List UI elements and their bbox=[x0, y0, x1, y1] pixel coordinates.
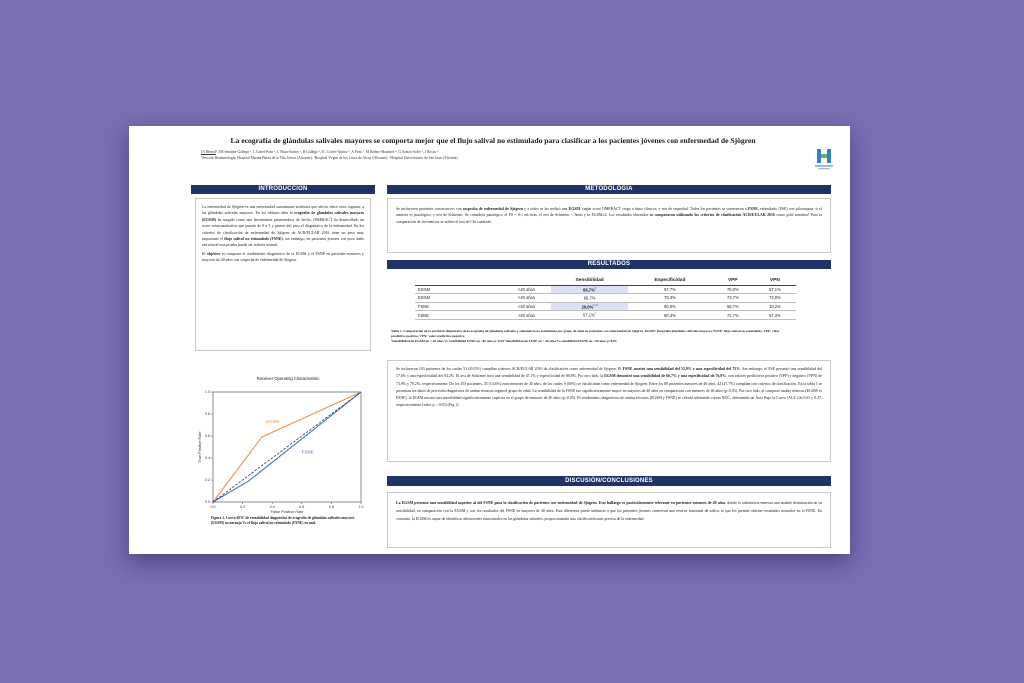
x-axis-label: False Positive Rate bbox=[270, 510, 304, 514]
spec-cell: 80,4% bbox=[628, 311, 712, 320]
sens-cell: 66,7%$^1$ bbox=[551, 285, 628, 294]
vpn-cell: 33,2% bbox=[754, 302, 796, 311]
test-cell: FSNE bbox=[415, 311, 515, 320]
test-cell: EGSM bbox=[415, 285, 515, 294]
roc-line-chance bbox=[213, 392, 361, 502]
table-header-row bbox=[415, 277, 796, 285]
vpn-cell: 67,3% bbox=[754, 311, 796, 320]
x-tick-label: 1.0 bbox=[358, 505, 364, 509]
table-row bbox=[415, 285, 796, 294]
sens-cell: 57,1%$^2$ bbox=[551, 311, 628, 320]
series-label-egsm: EGSM bbox=[266, 418, 280, 424]
results-table bbox=[415, 277, 796, 320]
table-notes: ¹Sensibilidad de EGSM en < 40 años Vs sensibilidad FSNE en <40 años p<0,05 ²Sensibilidad de FSNE en < 40 años Vs sensibilidad FSNE en >40 años p<0,05 bbox=[391, 339, 617, 344]
vpn-cell: 72,0% bbox=[754, 294, 796, 303]
table-row bbox=[415, 311, 796, 320]
table-row bbox=[415, 294, 796, 303]
x-tick-label: 0.4 bbox=[269, 505, 275, 509]
results-text: Se incluyeron 103 pacientes de los cuales 51 (49,5%) cumplían criterios ACR/EULAR 2016 de clasificación como enfermedad de Sjögren. El FSNE mostró una sensibilidad del 52,9% y una especificidad del 75%. Sin embargo, el FSE presentó una sensibilidad del 17,6% y una especificidad del 94,2%. El test de Schirmer tuvo una sensibilidad de 47,1% y especificidad de 80,8%. Por otro lado, la EGSM demostró una sensibilidad de 66,7% y una especificidad de 76,9%, con valores predictivos positivo (VPP) y negativo (VPN) de 73,9% y 70,2%, respectivamente. De los 103 pacientes, 35 (14,6%) eran menores de 40 años, de los cuales 9 (60%) se clasificaban como enfermedad de Sjögren. Entre los 88 pacientes mayores de 40 años, 42 (47,7%) cumplían con criterios de clasificación. En la tabla 1 se presentan los datos de precisión diagnóstica de ambas técnicas según el grupo de edad. La sensibilidad de la FSNE fue significativamente mayor en mayores de 40 años en comparación con menores de 40 años (p<0,05). Por otro lado, al comparar ambas técnicas (EGSM vs FSNF), la EGSM mostró una sensibilidad significativamente superior en el grupo de menores de 40 años (p<0,05). El rendimiento diagnóstico de ambas técnicas (EGSM y FSNE) se calculó utilizando curvas ROC, obteniendo un Área Bajo la Curva (AUC) de 0.63 y 0.47, respectivamente (valor p < 0.05) (Fig.1). bbox=[396, 367, 822, 408]
methods-heading: METODOLOGÍA bbox=[387, 185, 831, 194]
col-header bbox=[515, 277, 551, 285]
test-cell: EGSM bbox=[415, 294, 515, 303]
vpn-cell: 57,1% bbox=[754, 285, 796, 294]
age-cell: <40 años bbox=[515, 285, 551, 294]
vpp-cell: 66,7% bbox=[712, 302, 754, 311]
x-tick-label: 0.2 bbox=[240, 505, 246, 509]
spec-cell: 80,0% bbox=[628, 302, 712, 311]
age-cell: <40 años bbox=[515, 302, 551, 311]
col-header-especificidad: Especificidad bbox=[628, 277, 712, 285]
authors bbox=[201, 150, 761, 161]
y-tick-label: 0.6 bbox=[205, 434, 210, 439]
test-cell: FSNE bbox=[415, 302, 515, 311]
roc-title: Receiver Operating Characteristic bbox=[256, 376, 320, 381]
author-list: ¹, JM Senabre-Gallego ¹, L Canet-Pons ¹, C Raya-Santos ¹, R Gallego ¹, JC Cortés-Quiroz ², A Pons ³, M Ibáñez-Martínez ⁴, G Santos-Soler ¹, J Rosas ¹ bbox=[215, 150, 438, 154]
table-row bbox=[415, 302, 796, 311]
age-cell: >40 años bbox=[515, 294, 551, 303]
intro-box bbox=[195, 198, 371, 351]
spec-cell: 67,7% bbox=[628, 285, 712, 294]
poster-title: La ecografía de glándulas salivales mayores se comporta mejor que el flujo salival no estimulado para clasificar a los pacientes jóvenes con enfermedad de Sjögren bbox=[230, 136, 756, 145]
series-label-fsne: FSNE bbox=[301, 449, 314, 455]
conclusions-heading: DISCUSIÓN/CONCLUSIONES bbox=[387, 476, 831, 486]
figure-caption: Figura 1. Curva ROC de rentabilidad diagnóstica de ecografía de glándulas salivales mayores (EGSM) en naranja Vs el flujo salival no estimulado (FSNE) en azul. bbox=[211, 516, 355, 526]
vpp-cell: 75,0% bbox=[712, 285, 754, 294]
spec-cell: 78,3% bbox=[628, 294, 712, 303]
results-heading: RESULTADOS bbox=[387, 260, 831, 269]
x-tick-label: 0.6 bbox=[299, 505, 305, 509]
table-caption: Tabla 1. Comparación de la precisión diagnóstica de la ecografía de glándulas salivales y sialometría no estimulada por grupo de edad en pacientes con enfermedad de Sjögren. EGSM: Ecografía glándulas salivales mayores, FSNE: flujo salival no estimulado, VPP: valor predictivo positivo, VPN: valor predictivo negativo ¹Sensibilidad de EGSM en < 40 años Vs sensibilidad FSNE en <40 años p<0,05 ²Sensibilidad de FSNE en < 40 años Vs sensibilidad FSNE en >40 años p<0,05 bbox=[391, 329, 780, 344]
hospital-logo-icon bbox=[812, 147, 836, 171]
conclusions-text: La EGSM presenta una sensibilidad superior al del FSNE para la clasificación de pacientes con enfermedad de Sjögren. Este hallazgo es particularmente relevante en pacientes menores de 40 años, donde la sialometría muestra una notable disminución en su sensibilidad, en comparación con la EGSM y con los resultados del FSNE en mayores de 40 años. Esta diferencia puede atribuirse a que los pacientes jóvenes conservan una reserva funcional de saliva, lo que les permite obtener resultados normales en el FSNE. En contraste, la EGSM es capaz de identificar alteraciones estructurales en las glándulas salivales, proporcionando una clasificación más precisa de la enfermedad. bbox=[396, 501, 822, 521]
y-tick-label: 0.8 bbox=[205, 412, 210, 417]
col-header bbox=[415, 277, 515, 285]
sens-cell: 66,7% bbox=[551, 294, 628, 303]
x-tick-label: 0.8 bbox=[328, 505, 334, 509]
conclusions-box bbox=[387, 492, 831, 548]
roc-figure bbox=[197, 376, 369, 546]
y-axis-label: True Positive Rate bbox=[198, 431, 202, 463]
vpp-cell: 73,7% bbox=[712, 294, 754, 303]
y-tick-label: 0.2 bbox=[205, 478, 210, 483]
intro-paragraph-2: El objetivo es comparar el rendimiento diagnóstico de la EGSM y el FSNE en pacientes menores y mayores de 40 años con sospecha de enfermedad de Sjögren. bbox=[202, 251, 364, 263]
first-author: JA Hernal bbox=[201, 150, 216, 154]
col-header-vpn: VPN bbox=[754, 277, 796, 285]
poster bbox=[129, 126, 850, 554]
sens-cell: 20,0%$^{1, 2}$ bbox=[551, 302, 628, 311]
y-tick-label: 0.0 bbox=[205, 500, 210, 505]
intro-heading: INTRODUCCIÓN bbox=[191, 185, 375, 194]
methods-box bbox=[387, 198, 831, 253]
results-text-box bbox=[387, 360, 831, 462]
intro-paragraph-1: La enfermedad de Sjögren es una enfermedad autoinmune sistémica que afecta, entre otros órganos, a las glándulas salivales mayores. En los últimos años la ecografía de glándulas salivales mayores (EGSM) ha surgido como una herramienta prometedora, de hecho, OMERACT ha desarrollado un score semicuantitativo que puntúa de 0 a 3 y parece útil para el diagnóstico de la enfermedad. En los criterios de clasificación de enfermedad de Sjögren de ACR/EULAR 2016 tiene un peso muy importante el flujo salival no estimulado (FSNE), sin embargo, en pacientes jóvenes con poco daño estructural esta prueba puede ser todavía normal. bbox=[202, 205, 364, 248]
vpp-cell: 72,7% bbox=[712, 311, 754, 320]
methods-text: Se incluyeron pacientes consecutivos con sospecha de enfermedad de Sjögren y a todos se les realizó una EGSM, según score OMERACT ciego a datos clínicos, y test de sequedad. Todos los pacientes se sometieron a FSNE, estimulado (FSE) con pilocarpina, si el anterior es patológico, y test de Schirmer. Se consideró patológico el FS < 0,1 ml./min, el test de Schirmer < 5mm y la EGSM≥2. Los resultados obtenidos se compararon utilizando los criterios de clasificación ACR/EULAR 2016 como gold standard. Para la comparación de frecuencias se utilizó el test de Chi cuadrado. bbox=[396, 207, 822, 224]
age-cell: >40 años bbox=[515, 311, 551, 320]
x-tick-label: 0.0 bbox=[210, 505, 216, 509]
col-header-sensibilidad: Sensibilidad bbox=[551, 277, 628, 285]
y-tick-label: 1.0 bbox=[205, 390, 210, 395]
y-tick-label: 0.4 bbox=[205, 456, 210, 461]
col-header-vpp: VPP bbox=[712, 277, 754, 285]
roc-chart bbox=[197, 380, 369, 520]
affiliations: ¹Sección Reumatología, Hospital Marina Baixa de la Vila Joiosa (Alicante). ²Hospital Virgen de los Lirios de Alcoy (Alicante). ³Hospital Universitario de San Juan (Alicante) bbox=[201, 155, 458, 160]
